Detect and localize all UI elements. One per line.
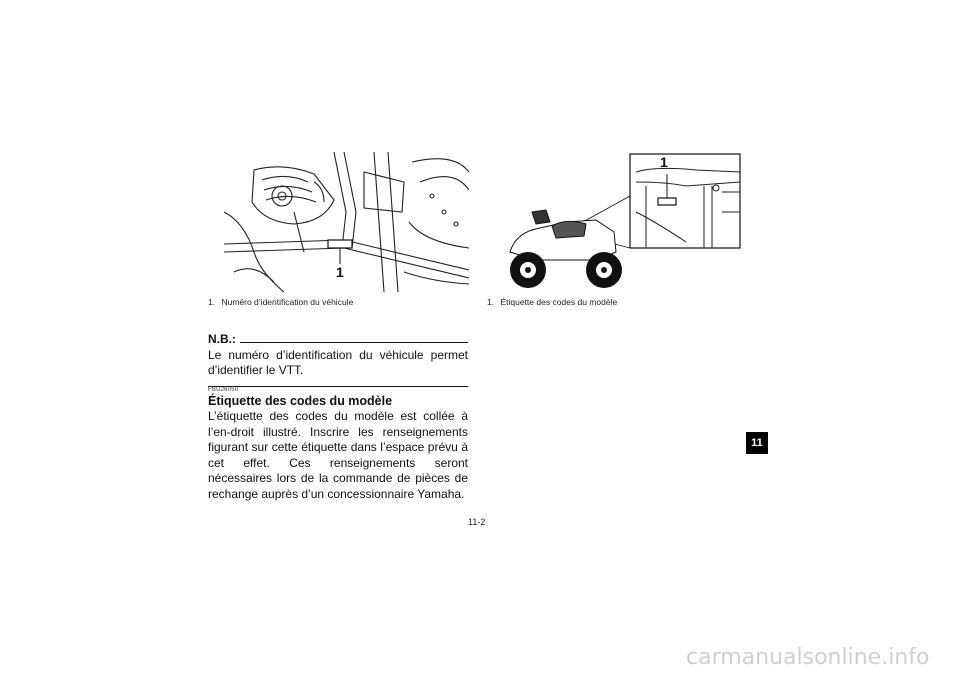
caption-number: 1. (487, 297, 495, 307)
caption-number: 1. (208, 297, 216, 307)
callout-number: 1 (336, 264, 344, 280)
note-top-rule (240, 342, 468, 343)
page-number: 11-2 (468, 517, 486, 527)
caption-text: Numéro d’identification du véhicule (221, 297, 354, 307)
caption-text: Étiquette des codes du modèle (500, 297, 618, 307)
section-code: FBU26050 (208, 387, 239, 393)
atv-drawing (496, 152, 742, 292)
note-box (208, 332, 468, 387)
section-body: L’étiquette des codes du modèle est collée à l’en-droit illustré. Inscrire les renseignements figurant sur cette étiquette dans l’espace prévu à cet effet. Ces renseignements seront nécessaires lors de la commande de pièces de rechange auprès d’un concessionnaire Yamaha. (208, 409, 468, 501)
figure-right-caption (487, 297, 617, 307)
note-bottom-rule (208, 386, 468, 387)
callout-number: 1 (660, 154, 668, 170)
note-label: N.B.: (208, 332, 236, 346)
note-text: Le numéro d’identification du véhicule permet d’identifier le VTT. (208, 348, 468, 377)
chapter-tab: 11 (746, 432, 768, 454)
note-header (208, 332, 468, 346)
section-heading: Étiquette des codes du modèle (208, 394, 393, 408)
atv-illustration (496, 152, 742, 292)
frame-drawing (224, 152, 469, 292)
watermark: carmanualsonline.info (686, 645, 930, 670)
figure-left-caption (208, 297, 353, 307)
frame-vin-illustration (224, 152, 469, 292)
